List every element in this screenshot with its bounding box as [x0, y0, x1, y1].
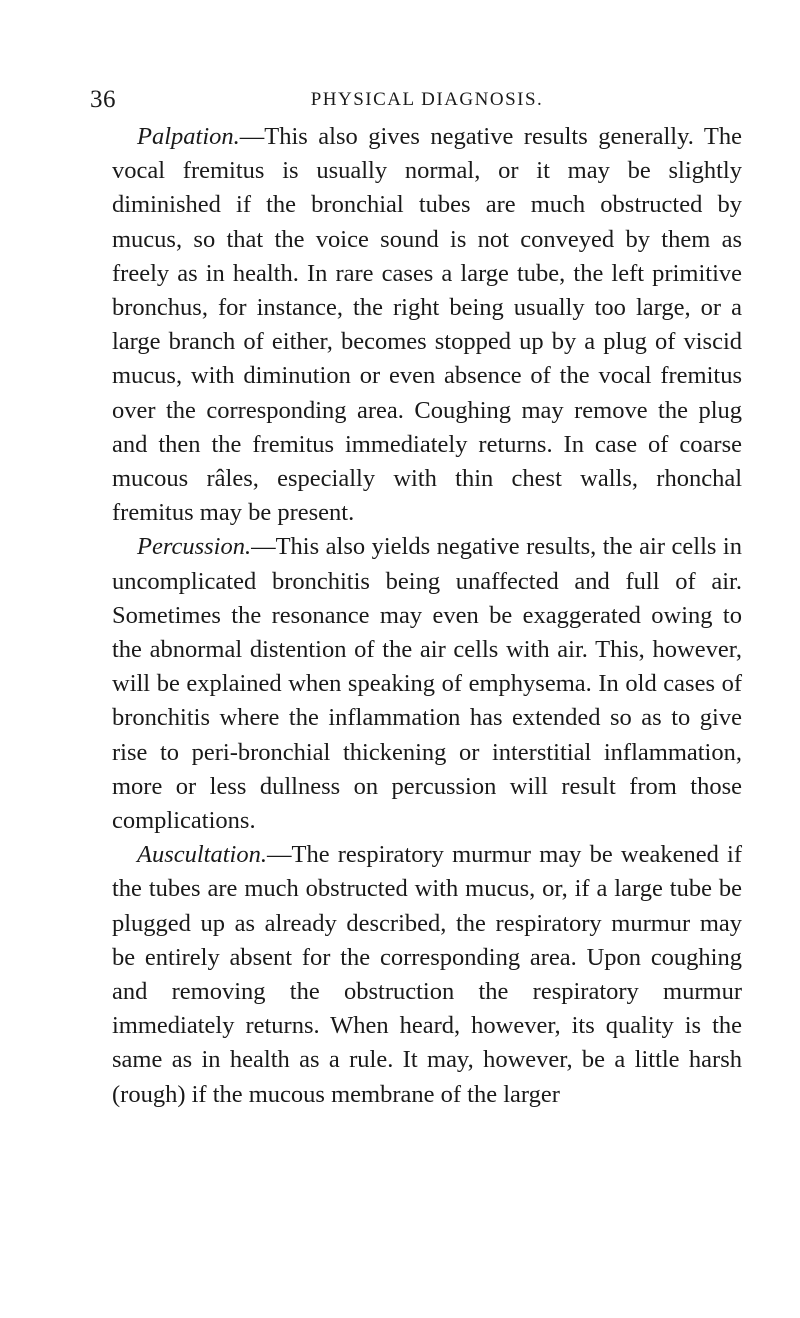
- section-heading-percussion: Percussion.: [137, 533, 252, 561]
- paragraph-percussion: [112, 530, 742, 838]
- paragraph-palpation: [112, 120, 742, 530]
- page-number: 36: [90, 86, 116, 113]
- paragraph-text: —The respiratory murmur may be weakened if the tubes are much obstructed with mucus, or, if a large tube be plugged up as already described, the respiratory murmur may be entirely absent for the corresponding area. Upon coughing and removing the obstruction the respiratory murmur immediately returns. When heard, however, its quality is the same as in health as a rule. It may, however, be a little harsh (rough) if the mucous membrane of the larger: [112, 841, 742, 1108]
- paragraph-text: —This also gives negative results generally. The vocal fremitus is usually normal, or it may be slightly diminished if the bronchial tubes are much obstructed by mucus, so that the voice sound is not conveyed by them as freely as in health. In rare cases a large tube, the left primitive bronchus, for instance, the right being usually too large, or a large branch of either, becomes stopped up by a plug of viscid mucus, with diminution or even absence of the vocal fremitus over the corresponding area. Coughing may remove the plug and then the fremitus immediately returns. In case of coarse mucous râles, especially with thin chest walls, rhonchal fremitus may be present.: [112, 123, 742, 527]
- section-heading-auscultation: Auscultation.: [137, 841, 267, 869]
- running-head: PHYSICAL DIAGNOSIS.: [310, 89, 544, 110]
- body-text: [112, 120, 742, 1112]
- paragraph-auscultation: [112, 838, 742, 1112]
- section-heading-palpation: Palpation.: [137, 123, 240, 150]
- paragraph-text: —This also yields negative results, the air cells in uncomplicated bronchitis being unaffected and full of air. Sometimes the resonance may even be exaggerated owing to the abnormal distention of the air cells with air. This, however, will be explained when speaking of emphysema. In old cases of bronchitis where the inflammation has extended so as to give rise to peri-bronchial thickening or interstitial inflammation, more or less dullness on percussion will result from those complications.: [112, 533, 742, 835]
- page-header: [90, 86, 740, 118]
